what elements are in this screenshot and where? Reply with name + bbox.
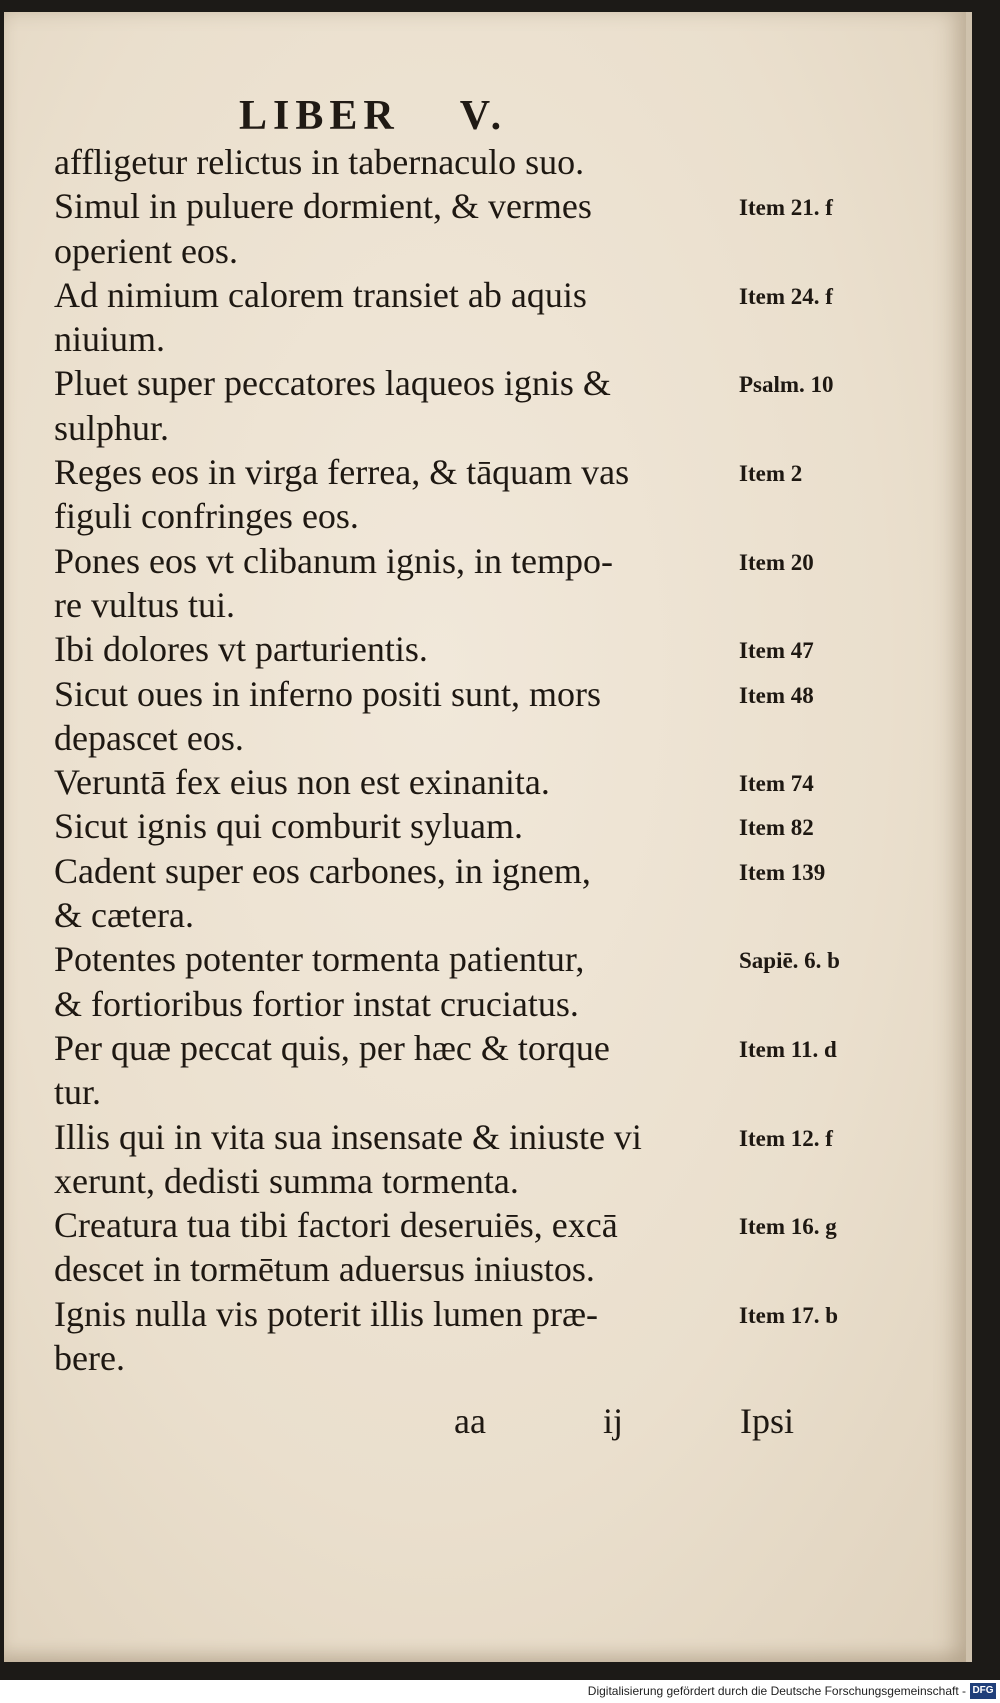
footer-credit: Digitalisierung gefördert durch die Deutsche Forschungsgemeinschaft - xyxy=(587,1684,966,1698)
text-line xyxy=(54,672,954,716)
line-text: & fortioribus fortior instat cruciatus. xyxy=(54,983,579,1024)
marginal-reference: Psalm. 10 xyxy=(739,372,834,398)
line-text: Reges eos in virga ferrea, & tāquam vas xyxy=(54,452,630,493)
line-text: niuium. xyxy=(54,319,166,360)
line-text: Pluet super peccatores laqueos ignis & xyxy=(54,363,611,404)
line-text: Cadent super eos carbones, in ignem, xyxy=(54,850,591,891)
marginal-reference: Item 24. f xyxy=(739,283,833,309)
text-line xyxy=(54,140,954,184)
text-line xyxy=(54,627,954,671)
marginal-reference: Sapiē. 6. b xyxy=(739,948,840,974)
signature-mark: aa xyxy=(454,1401,486,1441)
line-text: re vultus tui. xyxy=(54,584,235,625)
text-line xyxy=(54,450,954,494)
text-line xyxy=(54,273,954,317)
text-line xyxy=(54,804,954,848)
line-text: Illis qui in vita sua insensate & iniuste vi xyxy=(54,1116,642,1157)
marginal-reference: Item 74 xyxy=(739,771,814,797)
line-text: Ibi dolores vt parturientis. xyxy=(54,629,428,670)
marginal-reference: Item 20 xyxy=(739,549,814,575)
line-text: Sicut ignis qui comburit syluam. xyxy=(54,806,523,847)
text-line xyxy=(54,406,954,450)
text-line xyxy=(54,937,954,981)
line-text: bere. xyxy=(54,1338,125,1379)
line-text: Ad nimium calorem transiet ab aquis xyxy=(54,274,587,315)
marginal-reference: Item 21. f xyxy=(739,195,833,221)
text-line xyxy=(54,982,954,1026)
line-text: Veruntā fex eius non est exinanita. xyxy=(54,762,550,803)
dfg-logo: DFG xyxy=(970,1683,996,1699)
text-line xyxy=(54,229,954,273)
text-line xyxy=(54,539,954,583)
marginal-reference: Item 48 xyxy=(739,682,814,708)
marginal-reference: Item 2 xyxy=(739,461,803,487)
text-line xyxy=(54,1292,954,1336)
folio-number: V. xyxy=(459,93,508,139)
marginal-reference: Item 47 xyxy=(739,638,814,664)
line-text: Sicut oues in inferno positi sunt, mors xyxy=(54,673,601,714)
line-text: tur. xyxy=(54,1072,102,1113)
text-line xyxy=(54,893,954,937)
digitization-footer xyxy=(0,1680,1000,1703)
text-line xyxy=(54,494,954,538)
line-text: Pones eos vt clibanum ignis, in tempo- xyxy=(54,540,613,581)
book-page xyxy=(4,12,972,1662)
line-text: figuli confringes eos. xyxy=(54,496,359,537)
line-text: sulphur. xyxy=(54,407,170,448)
line-text: operient eos. xyxy=(54,230,238,271)
line-text: xerunt, dedisti summa tormenta. xyxy=(54,1160,519,1201)
text-line xyxy=(54,184,954,228)
line-text: Ignis nulla vis poterit illis lumen præ- xyxy=(54,1293,598,1334)
text-line xyxy=(54,317,954,361)
text-line xyxy=(54,1159,954,1203)
line-text: depascet eos. xyxy=(54,717,244,758)
text-line xyxy=(54,1247,954,1291)
text-line xyxy=(54,716,954,760)
catchline xyxy=(454,1400,794,1442)
line-text: descet in tormētum aduersus iniustos. xyxy=(54,1249,595,1290)
text-line xyxy=(54,849,954,893)
text-line xyxy=(54,583,954,627)
line-text: & cætera. xyxy=(54,895,194,936)
marginal-reference: Item 139 xyxy=(739,859,826,885)
text-line xyxy=(54,1336,954,1380)
line-text: Per quæ peccat quis, per hæc & torque xyxy=(54,1027,610,1068)
marginal-reference: Item 16. g xyxy=(739,1214,837,1240)
running-title: LIBER xyxy=(239,93,400,139)
signature-number: ij xyxy=(602,1401,623,1441)
running-header xyxy=(239,92,507,140)
line-text: Creatura tua tibi factori deseruiēs, excā xyxy=(54,1205,618,1246)
text-line xyxy=(54,1026,954,1070)
text-line xyxy=(54,760,954,804)
text-line xyxy=(54,361,954,405)
marginal-reference: Item 82 xyxy=(739,815,814,841)
marginal-reference: Item 11. d xyxy=(739,1036,837,1062)
text-block xyxy=(54,140,954,1380)
marginal-reference: Item 17. b xyxy=(739,1302,839,1328)
text-line xyxy=(54,1115,954,1159)
line-text: affligetur relictus in tabernaculo suo. xyxy=(54,142,585,182)
catchword: Ipsi xyxy=(739,1401,794,1441)
text-line xyxy=(54,1070,954,1114)
text-line xyxy=(54,1203,954,1247)
line-text: Simul in puluere dormient, & vermes xyxy=(54,186,592,227)
line-text: Potentes potenter tormenta patientur, xyxy=(54,939,585,980)
marginal-reference: Item 12. f xyxy=(739,1125,833,1151)
